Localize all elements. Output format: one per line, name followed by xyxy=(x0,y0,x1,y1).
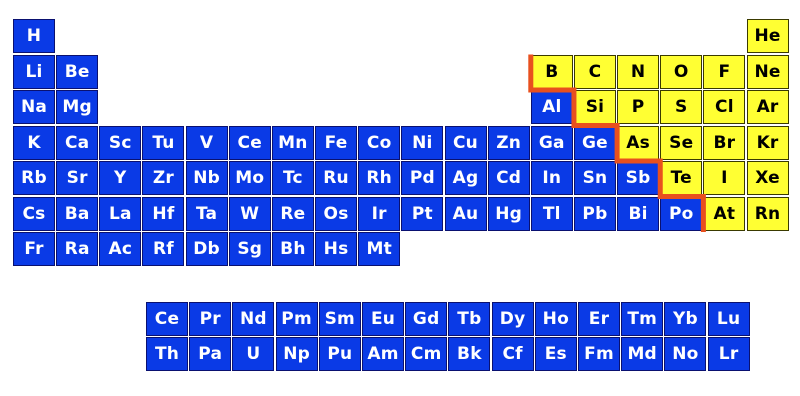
element-re: Re xyxy=(272,197,314,231)
element-h: H xyxy=(13,19,55,53)
element-k: K xyxy=(13,126,55,160)
element-mg: Mg xyxy=(56,90,98,124)
element-rb: Rb xyxy=(13,161,55,195)
element-s: S xyxy=(660,90,702,124)
element-tl: Tl xyxy=(531,197,573,231)
element-at: At xyxy=(703,197,745,231)
element-kr: Kr xyxy=(747,126,789,160)
element-au: Au xyxy=(445,197,487,231)
element-u: U xyxy=(232,337,274,371)
element-tu: Tu xyxy=(142,126,184,160)
element-sm: Sm xyxy=(319,302,361,336)
element-ra: Ra xyxy=(56,232,98,266)
element-cf: Cf xyxy=(492,337,534,371)
element-mn: Mn xyxy=(272,126,314,160)
element-al: Al xyxy=(531,90,573,124)
element-b: B xyxy=(531,55,573,89)
element-pb: Pb xyxy=(574,197,616,231)
element-pr: Pr xyxy=(189,302,231,336)
element-fe: Fe xyxy=(315,126,357,160)
element-ne: Ne xyxy=(747,55,789,89)
element-hf: Hf xyxy=(142,197,184,231)
element-co: Co xyxy=(358,126,400,160)
element-cm: Cm xyxy=(405,337,447,371)
element-he: He xyxy=(747,19,789,53)
element-pd: Pd xyxy=(401,161,443,195)
element-no: No xyxy=(664,337,706,371)
element-li: Li xyxy=(13,55,55,89)
element-ge: Ge xyxy=(574,126,616,160)
element-sc: Sc xyxy=(99,126,141,160)
element-fr: Fr xyxy=(13,232,55,266)
element-ta: Ta xyxy=(186,197,228,231)
element-te: Te xyxy=(660,161,702,195)
element-cl: Cl xyxy=(703,90,745,124)
element-n: N xyxy=(617,55,659,89)
element-pu: Pu xyxy=(319,337,361,371)
element-er: Er xyxy=(578,302,620,336)
element-rf: Rf xyxy=(142,232,184,266)
element-os: Os xyxy=(315,197,357,231)
element-sn: Sn xyxy=(574,161,616,195)
element-be: Be xyxy=(56,55,98,89)
element-xe: Xe xyxy=(747,161,789,195)
element-ir: Ir xyxy=(358,197,400,231)
element-nd: Nd xyxy=(232,302,274,336)
element-w: W xyxy=(229,197,271,231)
element-md: Md xyxy=(621,337,663,371)
element-zn: Zn xyxy=(488,126,530,160)
element-y: Y xyxy=(99,161,141,195)
element-br: Br xyxy=(703,126,745,160)
element-as: As xyxy=(617,126,659,160)
element-th: Th xyxy=(146,337,188,371)
element-p: P xyxy=(617,90,659,124)
element-tm: Tm xyxy=(621,302,663,336)
element-rh: Rh xyxy=(358,161,400,195)
element-pa: Pa xyxy=(189,337,231,371)
element-lr: Lr xyxy=(708,337,750,371)
element-pt: Pt xyxy=(401,197,443,231)
element-hg: Hg xyxy=(488,197,530,231)
element-cs: Cs xyxy=(13,197,55,231)
element-db: Db xyxy=(186,232,228,266)
element-yb: Yb xyxy=(664,302,706,336)
element-na: Na xyxy=(13,90,55,124)
element-es: Es xyxy=(535,337,577,371)
element-ac: Ac xyxy=(99,232,141,266)
element-mt: Mt xyxy=(358,232,400,266)
element-o: O xyxy=(660,55,702,89)
element-ru: Ru xyxy=(315,161,357,195)
element-hs: Hs xyxy=(315,232,357,266)
element-tc: Tc xyxy=(272,161,314,195)
element-tb: Tb xyxy=(448,302,490,336)
element-bk: Bk xyxy=(448,337,490,371)
element-ag: Ag xyxy=(445,161,487,195)
element-mo: Mo xyxy=(229,161,271,195)
element-sr: Sr xyxy=(56,161,98,195)
element-bi: Bi xyxy=(617,197,659,231)
element-ar: Ar xyxy=(747,90,789,124)
element-zr: Zr xyxy=(142,161,184,195)
element-ho: Ho xyxy=(535,302,577,336)
element-po: Po xyxy=(660,197,702,231)
element-lu: Lu xyxy=(708,302,750,336)
element-ba: Ba xyxy=(56,197,98,231)
element-i: I xyxy=(703,161,745,195)
element-la: La xyxy=(99,197,141,231)
element-fm: Fm xyxy=(578,337,620,371)
element-f: F xyxy=(703,55,745,89)
element-dy: Dy xyxy=(492,302,534,336)
element-ce: Ce xyxy=(146,302,188,336)
element-nb: Nb xyxy=(186,161,228,195)
element-pm: Pm xyxy=(276,302,318,336)
element-am: Am xyxy=(362,337,404,371)
element-ce: Ce xyxy=(229,126,271,160)
element-sb: Sb xyxy=(617,161,659,195)
element-ga: Ga xyxy=(531,126,573,160)
element-np: Np xyxy=(276,337,318,371)
element-si: Si xyxy=(574,90,616,124)
element-c: C xyxy=(574,55,616,89)
element-cd: Cd xyxy=(488,161,530,195)
element-ca: Ca xyxy=(56,126,98,160)
element-rn: Rn xyxy=(747,197,789,231)
element-v: V xyxy=(186,126,228,160)
element-sg: Sg xyxy=(229,232,271,266)
element-se: Se xyxy=(660,126,702,160)
element-cu: Cu xyxy=(445,126,487,160)
element-bh: Bh xyxy=(272,232,314,266)
element-in: In xyxy=(531,161,573,195)
element-gd: Gd xyxy=(405,302,447,336)
element-eu: Eu xyxy=(362,302,404,336)
element-ni: Ni xyxy=(401,126,443,160)
